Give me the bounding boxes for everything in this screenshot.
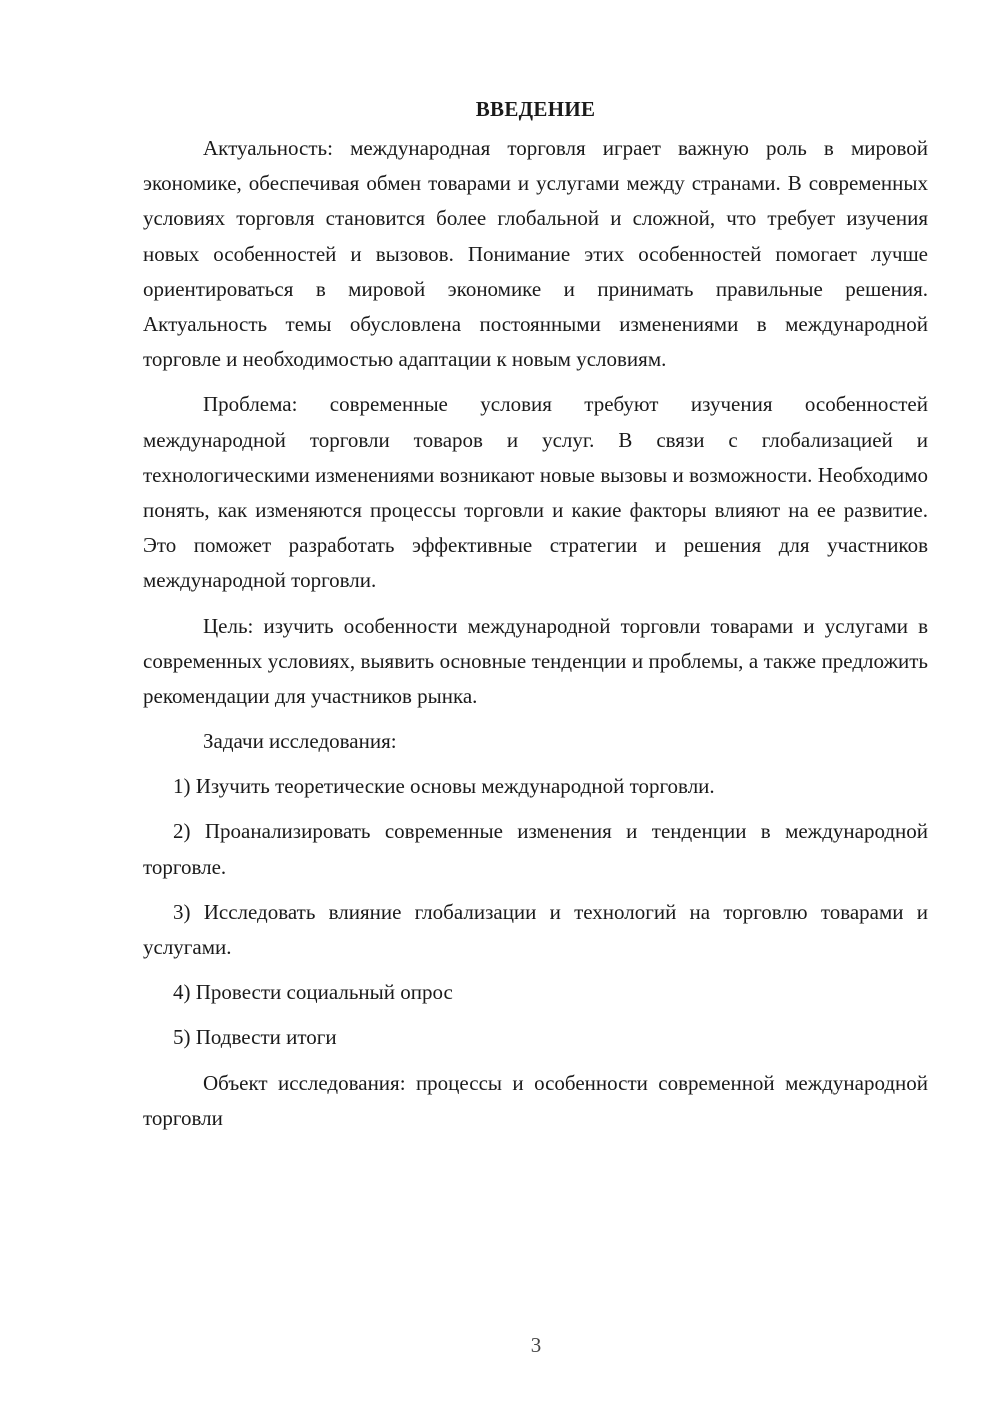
- task-item-4: 4) Провести социальный опрос: [173, 980, 453, 1005]
- task-item-1: 1) Изучить теоретические основы международной торговли.: [173, 774, 715, 799]
- task-item-2: 2) Проанализировать современные изменения и тенденции в международной торговле.: [143, 819, 928, 879]
- task-item-3: 3) Исследовать влияние глобализации и технологий на торговлю товарами и услугами.: [143, 899, 928, 960]
- page-number: 3: [530, 1333, 542, 1357]
- goal-paragraph: Цель: изучить особенности международной торговли товарами и услугами в современных условиях, выявить основные тенденции и проблемы, а также предложить рекомендации для участников рынка.: [143, 613, 928, 709]
- document-page: [143, 92, 928, 1146]
- problem-paragraph: Проблема: современные условия требуют изучения особенностей международной торговли товаров и услуг. В связи с глобализацией и технологическими изменениями возникают новые вызовы и возможности. Необходимо понять, как изменяются процессы торговли и какие факторы влияют на ее развитие. Это поможет разработать эффективные стратегии и решения для участников международной торговли.: [143, 392, 928, 593]
- object-paragraph: Объект исследования: процессы и особенности современной международной торговли: [143, 1070, 928, 1130]
- task-item-5: 5) Подвести итоги: [173, 1025, 337, 1050]
- section-title: ВВЕДЕНИЕ: [475, 97, 596, 121]
- tasks-heading: Задачи исследования:: [203, 729, 397, 754]
- relevance-paragraph: Актуальность: международная торговля играет важную роль в мировой экономике, обеспечивая обмен товарами и услугами между странами. В современных условиях торговля становится более глобальной и сложной, что требует изучения новых особенностей и вызовов. Понимание этих особенностей помогает лучше ориентироваться в мировой экономике и принимать правильные решения. Актуальность темы обусловлена постоянными изменениями в международной торговле и необходимостью адаптации к новым условиям.: [143, 136, 928, 372]
